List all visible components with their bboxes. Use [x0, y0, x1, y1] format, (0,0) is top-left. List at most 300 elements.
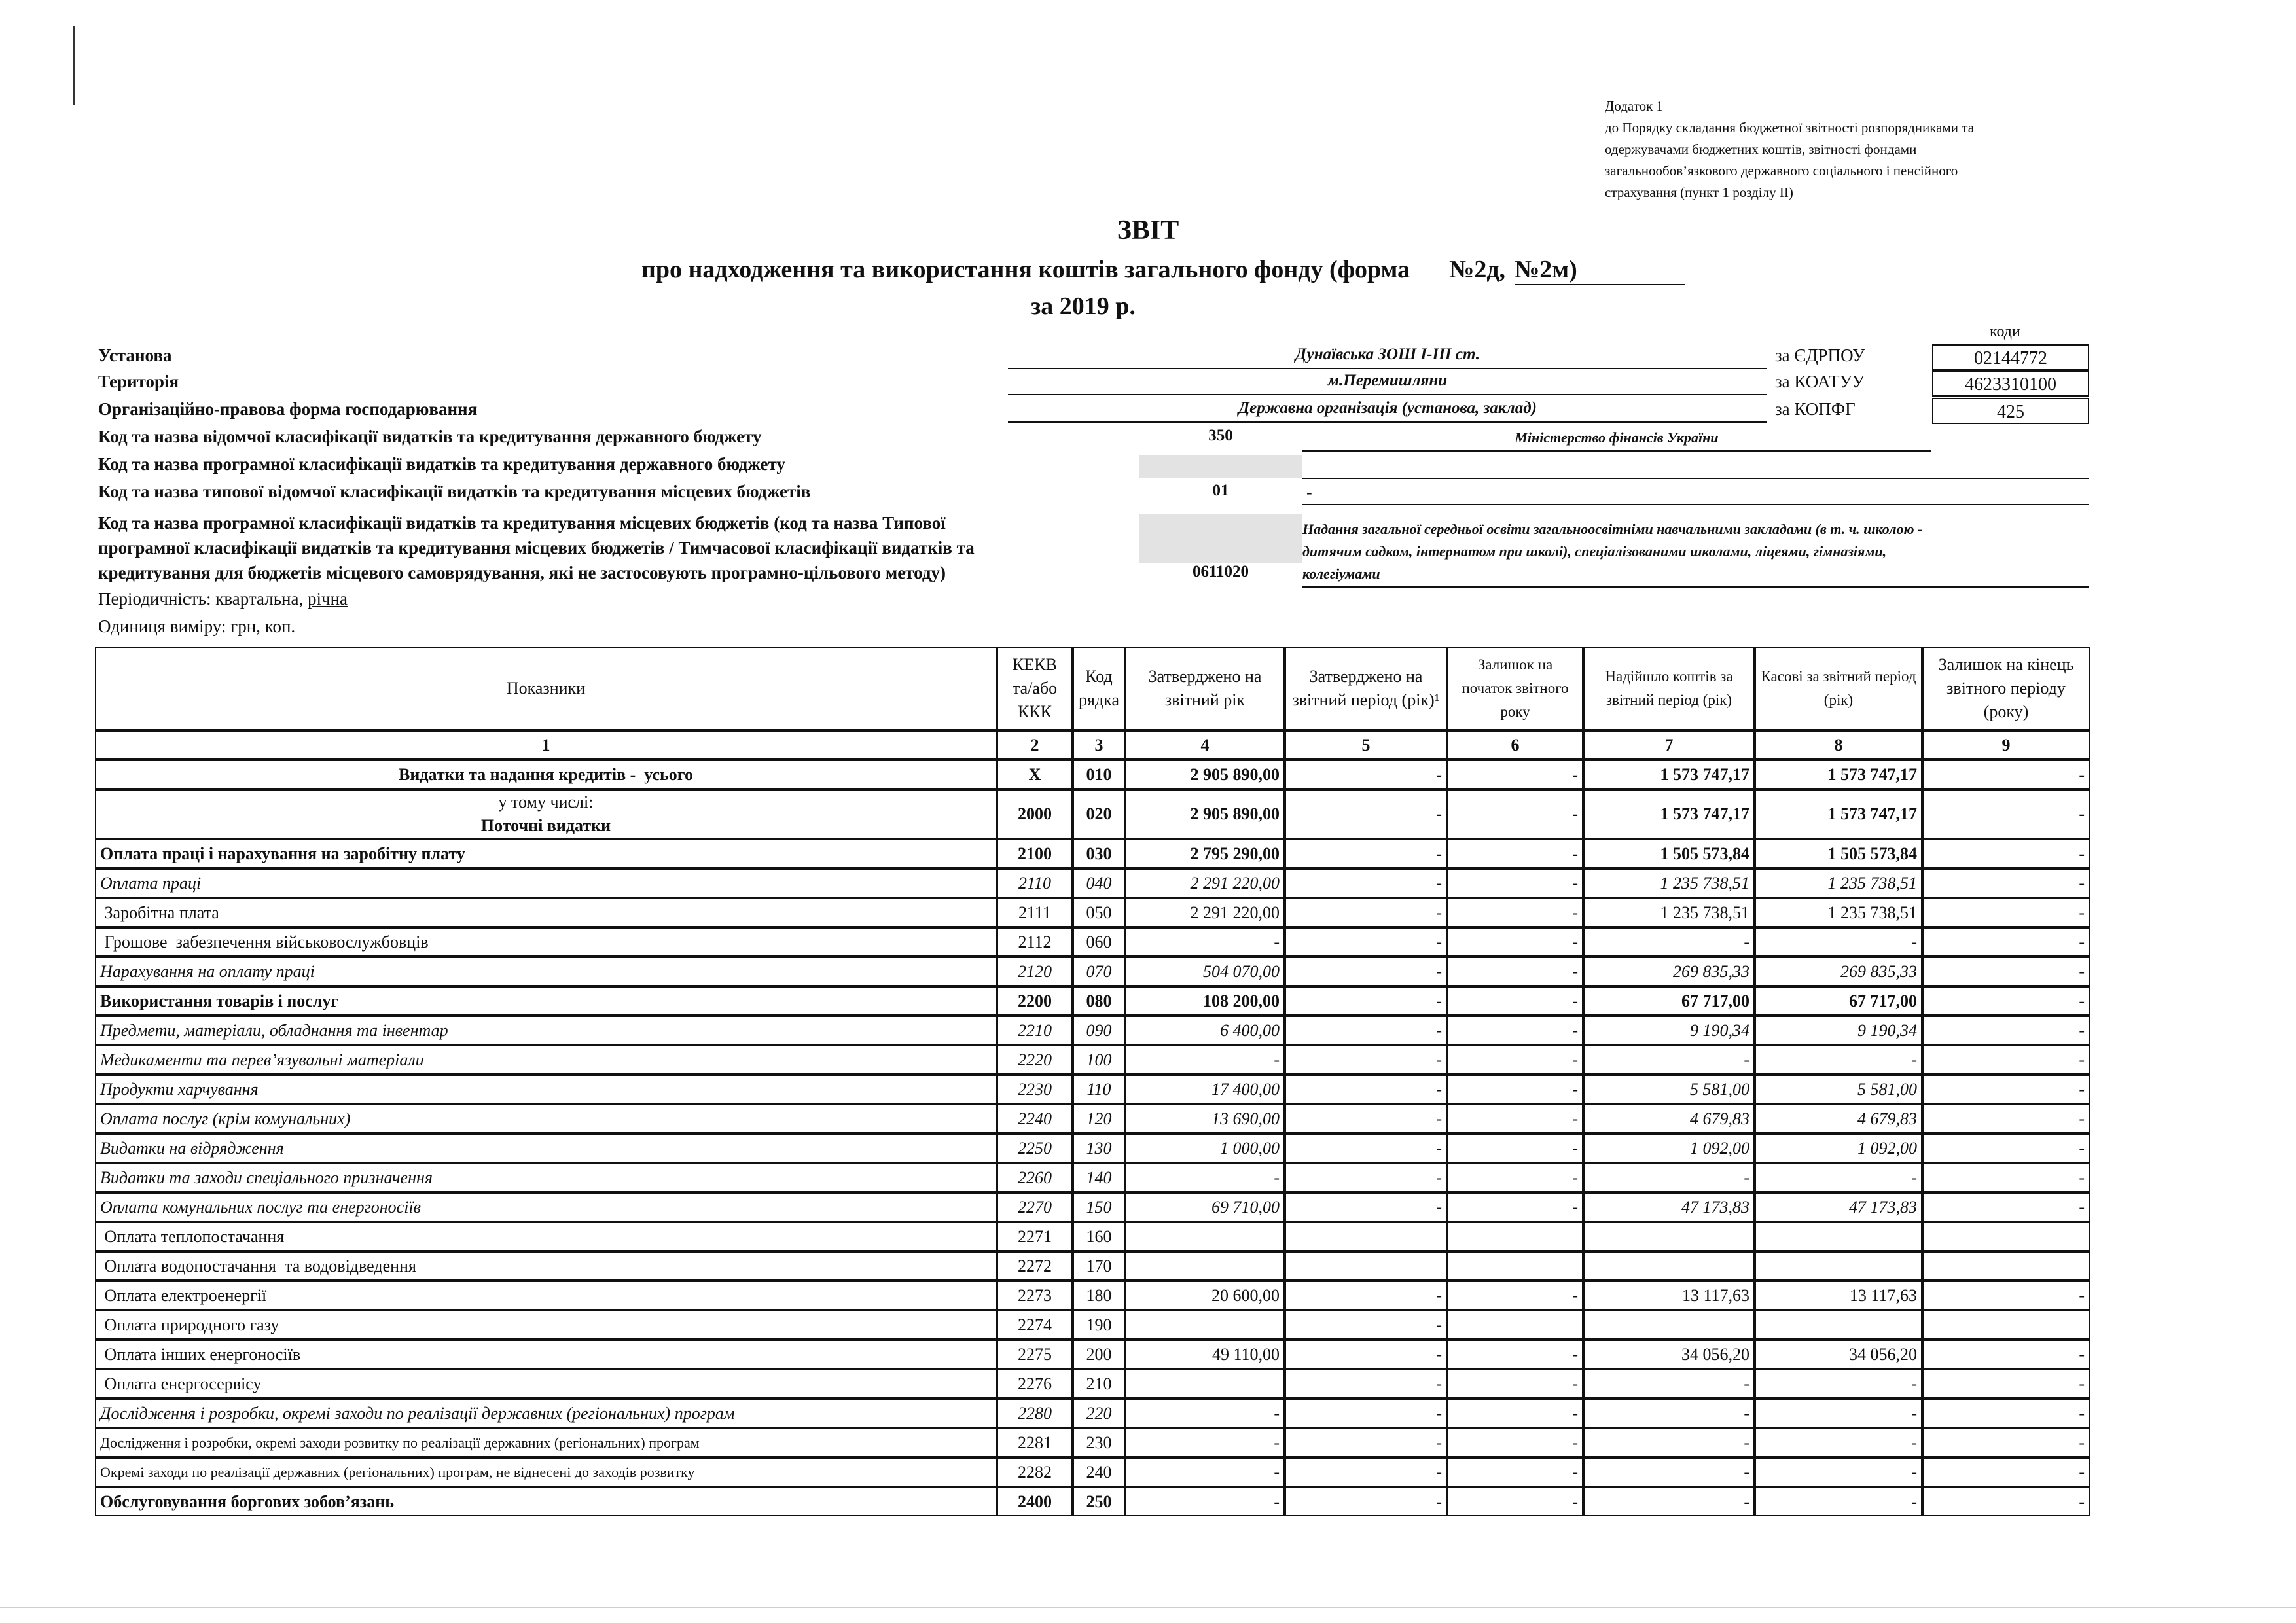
approved-year-cell: 504 070,00: [1125, 957, 1285, 986]
cash-expenses-cell: [1755, 1222, 1922, 1251]
table-row: [95, 1251, 2090, 1281]
balance-end-cell: -: [1922, 1133, 2090, 1163]
balance-end-cell: -: [1922, 1075, 2090, 1104]
periodicity-label: Періодичність: квартальна,: [98, 589, 304, 609]
row-label: Видатки та надання кредитів - усього: [95, 760, 997, 789]
approved-period-cell: -: [1285, 1428, 1447, 1457]
row-label: Видатки на відрядження: [95, 1133, 997, 1163]
row-code-cell: 120: [1073, 1104, 1125, 1133]
col-header: Затверджено на звітний період (рік)¹: [1285, 647, 1447, 730]
edrpou-code: 02144772: [1932, 344, 2089, 370]
table-row: [95, 1075, 2090, 1104]
cash-expenses-cell: -: [1755, 927, 1922, 957]
kekv-cell: 2110: [997, 868, 1073, 898]
table-row: [95, 1133, 2090, 1163]
approved-year-cell: -: [1125, 1045, 1285, 1075]
row-code-cell: 110: [1073, 1075, 1125, 1104]
balance-end-cell: -: [1922, 927, 2090, 957]
balance-start-cell: -: [1447, 1192, 1583, 1222]
cash-expenses-cell: 1 235 738,51: [1755, 898, 1922, 927]
unit-of-measure: Одиниця виміру: грн, коп.: [98, 616, 296, 636]
kekv-cell: 2282: [997, 1457, 1073, 1487]
received-cell: -: [1583, 1457, 1755, 1487]
report-year: за 2019 р.: [1031, 293, 1136, 320]
received-cell: [1583, 1310, 1755, 1340]
table-row: [95, 1192, 2090, 1222]
report-subtitle: [641, 255, 1685, 285]
balance-start-cell: -: [1447, 1104, 1583, 1133]
row-label: Оплата комунальних послуг та енергоносіїв: [95, 1192, 997, 1222]
kekv-cell: 2273: [997, 1281, 1073, 1310]
approved-year-cell: -: [1125, 1487, 1285, 1516]
balance-start-cell: -: [1447, 1428, 1583, 1457]
cash-expenses-cell: 34 056,20: [1755, 1340, 1922, 1369]
table-row: [95, 986, 2090, 1016]
received-cell: 269 835,33: [1583, 957, 1755, 986]
approved-period-cell: -: [1285, 957, 1447, 986]
territory-label: Територія: [98, 372, 179, 391]
approved-period-cell: -: [1285, 839, 1447, 868]
kekv-cell: 2111: [997, 898, 1073, 927]
row-code-cell: 080: [1073, 986, 1125, 1016]
kekv-cell: 2271: [997, 1222, 1073, 1251]
row-label: Продукти харчування: [95, 1075, 997, 1104]
row-code-cell: 230: [1073, 1428, 1125, 1457]
received-cell: -: [1583, 1163, 1755, 1192]
local-prog-label-line: Код та назва програмної класифікації видатків та кредитування місцевих бюджетів (код та назва Типової: [98, 513, 946, 533]
subtitle-text: про надходження та використання коштів загального фонду (форма: [641, 256, 1410, 283]
cash-expenses-cell: -: [1755, 1369, 1922, 1399]
balance-start-cell: -: [1447, 1016, 1583, 1045]
row-label: Оплата праці: [95, 868, 997, 898]
kekv-cell: 2220: [997, 1045, 1073, 1075]
approved-period-cell: -: [1285, 1487, 1447, 1516]
row-label: Оплата природного газу: [95, 1310, 997, 1340]
balance-start-cell: -: [1447, 1133, 1583, 1163]
table-row: [95, 957, 2090, 986]
appendix-line: загальнообов’язкового державного соціального і пенсійного: [1605, 163, 1958, 179]
approved-year-cell: 2 905 890,00: [1125, 789, 1285, 839]
report-title: ЗВІТ: [1117, 215, 1179, 245]
row-label: Оплата праці і нарахування на заробітну плату: [95, 839, 997, 868]
kekv-cell: 2260: [997, 1163, 1073, 1192]
table-row: [95, 839, 2090, 868]
approved-period-cell: -: [1285, 1104, 1447, 1133]
appendix-line: до Порядку складання бюджетної звітності розпорядниками та: [1605, 120, 1975, 135]
received-cell: [1583, 1251, 1755, 1281]
typical-class-code: 01: [1212, 482, 1229, 499]
cash-expenses-cell: 1 573 747,17: [1755, 760, 1922, 789]
balance-start-cell: -: [1447, 1075, 1583, 1104]
received-cell: -: [1583, 1369, 1755, 1399]
received-cell: -: [1583, 1428, 1755, 1457]
approved-period-cell: -: [1285, 1192, 1447, 1222]
kekv-cell: 2275: [997, 1340, 1073, 1369]
balance-start-cell: -: [1447, 760, 1583, 789]
received-cell: -: [1583, 1045, 1755, 1075]
approved-period-cell: -: [1285, 1340, 1447, 1369]
table-row: [95, 1222, 2090, 1251]
approved-period-cell: -: [1285, 927, 1447, 957]
row-label: Дослідження і розробки, окремі заходи розвитку по реалізації державних (регіональних) програм: [95, 1428, 997, 1457]
institution-label: Установа: [98, 346, 172, 365]
dept-class-label: Код та назва відомчої класифікації видатків та кредитування державного бюджету: [98, 427, 762, 446]
col-number: 6: [1447, 730, 1583, 760]
row-label: Заробітна плата: [95, 898, 997, 927]
approved-period-cell: [1285, 1222, 1447, 1251]
row-label: Окремі заходи по реалізації державних (регіональних) програм, не віднесені до заходів розвитку: [95, 1457, 997, 1487]
koatuu-code: 4623310100: [1932, 370, 2089, 397]
approved-year-cell: -: [1125, 1163, 1285, 1192]
cash-expenses-cell: -: [1755, 1163, 1922, 1192]
table-row: [95, 1428, 2090, 1457]
received-cell: -: [1583, 927, 1755, 957]
received-cell: 4 679,83: [1583, 1104, 1755, 1133]
kekv-cell: 2210: [997, 1016, 1073, 1045]
balance-start-cell: -: [1447, 789, 1583, 839]
kekv-cell: 2400: [997, 1487, 1073, 1516]
local-prog-code: 0611020: [1192, 563, 1249, 580]
cash-expenses-cell: -: [1755, 1487, 1922, 1516]
col-number: 9: [1922, 730, 2090, 760]
row-code-cell: 240: [1073, 1457, 1125, 1487]
approved-period-cell: [1285, 1251, 1447, 1281]
col-header: Надійшло коштів за звітний період (рік): [1583, 647, 1755, 730]
balance-end-cell: -: [1922, 1428, 2090, 1457]
approved-year-cell: 49 110,00: [1125, 1340, 1285, 1369]
approved-period-cell: -: [1285, 898, 1447, 927]
row-code-cell: 140: [1073, 1163, 1125, 1192]
approved-year-cell: 17 400,00: [1125, 1075, 1285, 1104]
appendix-line: Додаток 1: [1605, 98, 1664, 114]
approved-year-cell: 2 291 220,00: [1125, 868, 1285, 898]
row-code-cell: 220: [1073, 1399, 1125, 1428]
balance-start-cell: [1447, 1310, 1583, 1340]
balance-start-cell: [1447, 1222, 1583, 1251]
typical-class-name: -: [1302, 483, 2089, 505]
local-prog-label-line: кредитування для бюджетів місцевого самоврядування, які не застосовують програмно-цільового методу): [98, 563, 946, 582]
kekv-cell: 2200: [997, 986, 1073, 1016]
received-cell: 67 717,00: [1583, 986, 1755, 1016]
balance-end-cell: -: [1922, 789, 2090, 839]
balance-start-cell: [1447, 1251, 1583, 1281]
approved-period-cell: -: [1285, 1016, 1447, 1045]
kopfg-label: за КОПФГ: [1775, 399, 1856, 419]
approved-year-cell: -: [1125, 1428, 1285, 1457]
col-number: 8: [1755, 730, 1922, 760]
received-cell: 1 505 573,84: [1583, 839, 1755, 868]
balance-start-cell: -: [1447, 1281, 1583, 1310]
balance-end-cell: -: [1922, 1457, 2090, 1487]
col-number: 5: [1285, 730, 1447, 760]
row-label: Видатки та заходи спеціального призначення: [95, 1163, 997, 1192]
approved-year-cell: 13 690,00: [1125, 1104, 1285, 1133]
cash-expenses-cell: 4 679,83: [1755, 1104, 1922, 1133]
approved-year-cell: -: [1125, 1457, 1285, 1487]
kekv-cell: 2270: [997, 1192, 1073, 1222]
row-label: [95, 789, 997, 839]
appendix-line: страхування (пункт 1 розділу II): [1605, 185, 1793, 200]
cash-expenses-cell: 1 573 747,17: [1755, 789, 1922, 839]
cash-expenses-cell: 1 505 573,84: [1755, 839, 1922, 868]
balance-end-cell: -: [1922, 1281, 2090, 1310]
appendix-line: одержувачами бюджетних коштів, звітності фондами: [1605, 141, 1917, 157]
row-code-cell: 100: [1073, 1045, 1125, 1075]
kekv-cell: 2000: [997, 789, 1073, 839]
approved-year-cell: 6 400,00: [1125, 1016, 1285, 1045]
balance-end-cell: -: [1922, 957, 2090, 986]
row-label-text: Поточні видатки: [480, 816, 611, 835]
table-row: [95, 868, 2090, 898]
table-body: [95, 760, 2090, 1516]
kekv-cell: 2281: [997, 1428, 1073, 1457]
approved-year-cell: 2 795 290,00: [1125, 839, 1285, 868]
row-label: Оплата теплопостачання: [95, 1222, 997, 1251]
row-label: Оплата інших енергоносіїв: [95, 1340, 997, 1369]
balance-end-cell: -: [1922, 1369, 2090, 1399]
row-code-cell: 200: [1073, 1340, 1125, 1369]
row-code-cell: 130: [1073, 1133, 1125, 1163]
cash-expenses-cell: -: [1755, 1428, 1922, 1457]
approved-period-cell: -: [1285, 1133, 1447, 1163]
balance-end-cell: -: [1922, 986, 2090, 1016]
kekv-cell: 2120: [997, 957, 1073, 986]
kekv-cell: 2280: [997, 1399, 1073, 1428]
local-prog-label-line: програмної класифікації видатків та кредитування місцевих бюджетів / Тимчасової класифікації видатків та: [98, 538, 975, 558]
received-cell: -: [1583, 1487, 1755, 1516]
approved-period-cell: -: [1285, 1369, 1447, 1399]
cash-expenses-cell: 5 581,00: [1755, 1075, 1922, 1104]
approved-period-cell: -: [1285, 986, 1447, 1016]
received-cell: 13 117,63: [1583, 1281, 1755, 1310]
appendix-note: [1605, 96, 2089, 204]
received-cell: -: [1583, 1399, 1755, 1428]
cash-expenses-cell: 13 117,63: [1755, 1281, 1922, 1310]
table-row: [95, 1340, 2090, 1369]
form-number-2: №2м): [1515, 255, 1685, 285]
received-cell: 47 173,83: [1583, 1192, 1755, 1222]
row-code-cell: 050: [1073, 898, 1125, 927]
local-prog-name: [1302, 518, 2089, 588]
balance-end-cell: -: [1922, 1487, 2090, 1516]
table-row: [95, 1016, 2090, 1045]
approved-year-cell: [1125, 1310, 1285, 1340]
balance-end-cell: -: [1922, 1163, 2090, 1192]
received-cell: 1 235 738,51: [1583, 868, 1755, 898]
row-code-cell: 190: [1073, 1310, 1125, 1340]
cash-expenses-cell: 47 173,83: [1755, 1192, 1922, 1222]
table-row: [95, 898, 2090, 927]
row-label: Предмети, матеріали, обладнання та інвентар: [95, 1016, 997, 1045]
kekv-cell: 2240: [997, 1104, 1073, 1133]
row-label-prefix: у тому числі:: [498, 793, 594, 812]
approved-year-cell: -: [1125, 927, 1285, 957]
row-label: Нарахування на оплату праці: [95, 957, 997, 986]
col-number: 1: [95, 730, 997, 760]
row-code-cell: 210: [1073, 1369, 1125, 1399]
approved-period-cell: -: [1285, 1075, 1447, 1104]
codes-header: коди: [1990, 323, 2020, 340]
kekv-cell: 2112: [997, 927, 1073, 957]
table-row: [95, 927, 2090, 957]
row-code-cell: 250: [1073, 1487, 1125, 1516]
prog-class-code-shaded: [1139, 455, 1302, 478]
balance-start-cell: -: [1447, 839, 1583, 868]
legal-form-value: Державна організація (установа, заклад): [1008, 399, 1767, 423]
approved-year-cell: 69 710,00: [1125, 1192, 1285, 1222]
balance-end-cell: -: [1922, 1104, 2090, 1133]
received-cell: 34 056,20: [1583, 1340, 1755, 1369]
balance-start-cell: -: [1447, 1340, 1583, 1369]
balance-start-cell: -: [1447, 898, 1583, 927]
col-number: 2: [997, 730, 1073, 760]
approved-period-cell: -: [1285, 760, 1447, 789]
col-header: Показники: [95, 647, 997, 730]
table-row: [95, 1487, 2090, 1516]
approved-period-cell: -: [1285, 1457, 1447, 1487]
balance-start-cell: -: [1447, 957, 1583, 986]
table-row: [95, 1281, 2090, 1310]
row-code-cell: 030: [1073, 839, 1125, 868]
row-label: Обслуговування боргових зобов’язань: [95, 1487, 997, 1516]
col-header: Залишок на початок звітного року: [1447, 647, 1583, 730]
balance-start-cell: -: [1447, 1045, 1583, 1075]
row-label: Оплата електроенергії: [95, 1281, 997, 1310]
table-row: [95, 1310, 2090, 1340]
col-number: 4: [1125, 730, 1285, 760]
prog-class-label: Код та назва програмної класифікації видатків та кредитування державного бюджету: [98, 454, 785, 474]
row-code-cell: 060: [1073, 927, 1125, 957]
cash-expenses-cell: [1755, 1251, 1922, 1281]
received-cell: [1583, 1222, 1755, 1251]
received-cell: 5 581,00: [1583, 1075, 1755, 1104]
table-row: [95, 1104, 2090, 1133]
cash-expenses-cell: 67 717,00: [1755, 986, 1922, 1016]
approved-year-cell: [1125, 1369, 1285, 1399]
local-prog-name-line: колегіумами: [1302, 565, 1380, 582]
dept-class-code: 350: [1208, 427, 1233, 444]
approved-year-cell: [1125, 1251, 1285, 1281]
balance-start-cell: -: [1447, 1369, 1583, 1399]
local-prog-name-line: Надання загальної середньої освіти загальноосвітніми навчальними закладами (в т. ч. школою -: [1302, 521, 1923, 537]
approved-year-cell: 20 600,00: [1125, 1281, 1285, 1310]
col-header: Касові за звітний період (рік): [1755, 647, 1922, 730]
institution-value: Дунаївська ЗОШ І-ІІІ ст.: [1008, 346, 1767, 369]
balance-start-cell: -: [1447, 1163, 1583, 1192]
kopfg-code: 425: [1932, 398, 2089, 424]
row-code-cell: 180: [1073, 1281, 1125, 1310]
row-label: Медикаменти та перев’язувальні матеріали: [95, 1045, 997, 1075]
local-prog-name-line: дитячим садком, інтернатом при школі), спеціалізованими школами, ліцеями, гімназіями,: [1302, 543, 1887, 560]
row-label: Використання товарів і послуг: [95, 986, 997, 1016]
approved-year-cell: [1125, 1222, 1285, 1251]
page-bottom-edge: [0, 1607, 2296, 1608]
kekv-cell: 2276: [997, 1369, 1073, 1399]
kekv-cell: X: [997, 760, 1073, 789]
report-table: [95, 647, 2090, 1516]
row-label: Оплата енергосервісу: [95, 1369, 997, 1399]
table-header-row: [95, 647, 2090, 730]
column-number-row: [95, 730, 2090, 760]
legal-form-label: Організаційно-правова форма господарювання: [98, 399, 478, 419]
balance-end-cell: -: [1922, 1192, 2090, 1222]
table-row: [95, 1457, 2090, 1487]
col-number: 3: [1073, 730, 1125, 760]
balance-end-cell: [1922, 1222, 2090, 1251]
row-code-cell: 010: [1073, 760, 1125, 789]
received-cell: 1 573 747,17: [1583, 789, 1755, 839]
local-prog-code-shaded: [1139, 514, 1302, 563]
col-number: 7: [1583, 730, 1755, 760]
row-code-cell: 090: [1073, 1016, 1125, 1045]
cash-expenses-cell: 1 235 738,51: [1755, 868, 1922, 898]
table-row: [95, 1369, 2090, 1399]
received-cell: 1 092,00: [1583, 1133, 1755, 1163]
approved-period-cell: -: [1285, 1399, 1447, 1428]
col-header: КЕКВ та/або ККК: [997, 647, 1073, 730]
approved-period-cell: -: [1285, 789, 1447, 839]
balance-start-cell: -: [1447, 868, 1583, 898]
table-row: [95, 1045, 2090, 1075]
approved-year-cell: 2 905 890,00: [1125, 760, 1285, 789]
kekv-cell: 2274: [997, 1310, 1073, 1340]
table-row: [95, 789, 2090, 839]
cash-expenses-cell: 9 190,34: [1755, 1016, 1922, 1045]
form-number-1: №2д,: [1449, 256, 1506, 283]
cash-expenses-cell: 269 835,33: [1755, 957, 1922, 986]
balance-start-cell: -: [1447, 1457, 1583, 1487]
cash-expenses-cell: 1 092,00: [1755, 1133, 1922, 1163]
kekv-cell: 2230: [997, 1075, 1073, 1104]
kekv-cell: 2272: [997, 1251, 1073, 1281]
periodicity-value: річна: [307, 589, 348, 609]
balance-start-cell: -: [1447, 927, 1583, 957]
approved-period-cell: -: [1285, 868, 1447, 898]
balance-end-cell: -: [1922, 1399, 2090, 1428]
col-header: Залишок на кінець звітного періоду (року): [1922, 647, 2090, 730]
prog-class-line: [1302, 455, 2089, 479]
row-code-cell: 170: [1073, 1251, 1125, 1281]
balance-end-cell: -: [1922, 1340, 2090, 1369]
approved-period-cell: -: [1285, 1163, 1447, 1192]
approved-year-cell: -: [1125, 1399, 1285, 1428]
row-label: Грошове забезпечення військовослужбовців: [95, 927, 997, 957]
balance-end-cell: -: [1922, 898, 2090, 927]
row-label: Оплата водопостачання та водовідведення: [95, 1251, 997, 1281]
edrpou-label: за ЄДРПОУ: [1775, 346, 1865, 365]
local-prog-label: [98, 510, 975, 585]
balance-start-cell: -: [1447, 986, 1583, 1016]
balance-end-cell: -: [1922, 839, 2090, 868]
cash-expenses-cell: -: [1755, 1399, 1922, 1428]
row-label: Оплата послуг (крім комунальних): [95, 1104, 997, 1133]
row-code-cell: 070: [1073, 957, 1125, 986]
balance-end-cell: -: [1922, 1016, 2090, 1045]
dept-class-name: Міністерство фінансів України: [1302, 429, 1931, 452]
cash-expenses-cell: -: [1755, 1045, 1922, 1075]
balance-end-cell: [1922, 1251, 2090, 1281]
scan-edge-mark: [73, 26, 79, 105]
received-cell: 1 573 747,17: [1583, 760, 1755, 789]
row-code-cell: 040: [1073, 868, 1125, 898]
cash-expenses-cell: [1755, 1310, 1922, 1340]
approved-period-cell: -: [1285, 1045, 1447, 1075]
cash-expenses-cell: -: [1755, 1457, 1922, 1487]
approved-year-cell: 1 000,00: [1125, 1133, 1285, 1163]
received-cell: 1 235 738,51: [1583, 898, 1755, 927]
periodicity: [98, 589, 348, 609]
balance-end-cell: -: [1922, 1045, 2090, 1075]
